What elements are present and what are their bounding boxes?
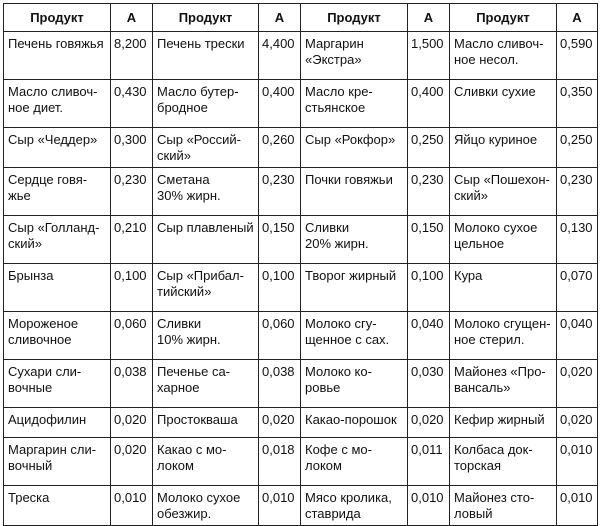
product-cell [301,312,408,360]
table-row [4,80,598,128]
product-cell [450,360,557,408]
vitamin-a-value: 0,018 [259,438,301,486]
header-value: A [259,4,301,32]
vitamin-a-value: 0,100 [408,264,450,312]
product-name-line: ский» [8,236,42,251]
product-name-line: Сливки [157,316,202,331]
product-name-line: Какао с мо- [157,442,227,457]
vitamin-a-value: 0,230 [111,168,153,216]
product-cell [4,408,111,438]
product-name-line: жье [8,188,31,203]
product-name-line: вочный [8,458,53,473]
vitamin-a-table-container [3,3,597,526]
vitamin-a-value: 0,011 [408,438,450,486]
vitamin-a-value: 0,030 [408,360,450,408]
product-name-line: Ацидофилин [8,412,87,427]
product-name-line: Печень говяжья [8,36,104,51]
product-name-line: локом [157,458,194,473]
product-cell [153,216,259,264]
vitamin-a-value: 0,590 [557,32,598,80]
product-name-line: «Экстра» [305,52,362,67]
product-cell [450,486,557,526]
product-name-line: стьянское [305,100,366,115]
product-name-line: бродное [157,100,208,115]
vitamin-a-value: 0,020 [111,408,153,438]
vitamin-a-value: 0,150 [259,216,301,264]
table-row [4,32,598,80]
table-row [4,486,598,526]
product-name-line: Сыр «Голланд- [8,220,100,235]
header-value: A [408,4,450,32]
product-cell [450,80,557,128]
product-cell [301,32,408,80]
product-cell [450,216,557,264]
product-cell [4,312,111,360]
vitamin-a-value: 0,400 [259,80,301,128]
product-cell [153,32,259,80]
product-cell [301,168,408,216]
vitamin-a-value: 1,500 [408,32,450,80]
product-name-line: ное стерил. [454,332,525,347]
product-name-line: цельное [454,236,505,251]
product-name-line: Кура [454,268,483,283]
product-cell [450,438,557,486]
product-name-line: Сыр «Россий- [157,132,241,147]
product-name-line: Масло бутер- [157,84,239,99]
table-body [4,32,598,526]
product-cell [4,80,111,128]
product-name-line: Молоко сгущен- [454,316,551,331]
vitamin-a-value: 4,400 [259,32,301,80]
vitamin-a-value: 0,300 [111,128,153,168]
product-cell [153,312,259,360]
vitamin-a-value: 0,100 [259,264,301,312]
vitamin-a-value: 0,150 [408,216,450,264]
product-name-line: Сыр «Рокфор» [305,132,396,147]
product-name-line: Молоко ко- [305,364,372,379]
product-name-line: Сыр плавленый [157,220,254,235]
vitamin-a-value: 0,020 [408,408,450,438]
product-name-line: локом [305,458,342,473]
product-cell [450,312,557,360]
product-name-line: обезжир. [157,506,212,521]
product-name-line: Мороженое [8,316,79,331]
vitamin-a-value: 0,350 [557,80,598,128]
product-cell [153,486,259,526]
product-cell [4,360,111,408]
table-row [4,438,598,486]
product-cell [450,408,557,438]
product-name-line: ский» [157,148,191,163]
product-name-line: Печенье са- [157,364,230,379]
product-cell [301,486,408,526]
vitamin-a-value: 0,400 [408,80,450,128]
product-cell [450,32,557,80]
product-name-line: Почки говяжьи [305,172,393,187]
vitamin-a-value: 0,230 [408,168,450,216]
vitamin-a-value: 0,260 [259,128,301,168]
vitamin-a-value: 0,010 [408,486,450,526]
product-name-line: ский» [454,188,488,203]
product-cell [4,264,111,312]
product-name-line: Сыр «Пошехон- [454,172,550,187]
product-cell [153,80,259,128]
vitamin-a-value: 0,038 [259,360,301,408]
product-name-line: ное несол. [454,52,519,67]
product-cell [153,408,259,438]
vitamin-a-value: 0,010 [557,438,598,486]
vitamin-a-value: 0,040 [557,312,598,360]
product-cell [450,128,557,168]
product-cell [4,438,111,486]
vitamin-a-table [3,3,598,526]
product-cell [153,438,259,486]
vitamin-a-value: 0,020 [259,408,301,438]
product-name-line: Майонез «Про- [454,364,546,379]
vitamin-a-value: 0,210 [111,216,153,264]
vitamin-a-value: 0,230 [557,168,598,216]
product-name-line: Сухари сли- [8,364,82,379]
product-name-line: торская [454,458,502,473]
table-row [4,128,598,168]
vitamin-a-value: 0,060 [111,312,153,360]
vitamin-a-value: 0,250 [557,128,598,168]
product-name-line: харное [157,380,200,395]
product-cell [301,216,408,264]
table-row [4,360,598,408]
product-name-line: ставрида [305,506,361,521]
product-cell [301,128,408,168]
vitamin-a-value: 0,070 [557,264,598,312]
vitamin-a-value: 8,200 [111,32,153,80]
table-row [4,168,598,216]
vitamin-a-value: 0,010 [259,486,301,526]
product-cell [4,128,111,168]
vitamin-a-value: 0,430 [111,80,153,128]
product-cell [153,264,259,312]
product-cell [153,128,259,168]
product-name-line: 20% жирн. [305,236,369,251]
product-name-line: вочные [8,380,53,395]
product-name-line: Какао-порошок [305,412,397,427]
product-name-line: Масло сливоч- [8,84,98,99]
vitamin-a-value: 0,020 [557,360,598,408]
table-row [4,216,598,264]
product-name-line: Молоко сухое [454,220,538,235]
product-cell [4,168,111,216]
vitamin-a-value: 0,130 [557,216,598,264]
product-name-line: Сердце говя- [8,172,88,187]
header-value: A [111,4,153,32]
vitamin-a-value: 0,020 [111,438,153,486]
product-name-line: щенное с сах. [305,332,390,347]
vitamin-a-value: 0,060 [259,312,301,360]
product-name-line: Молоко сгу- [305,316,377,331]
header-product: Продукт [153,4,259,32]
vitamin-a-value: 0,040 [408,312,450,360]
product-name-line: Мясо кролика, [305,490,392,505]
vitamin-a-value: 0,038 [111,360,153,408]
vitamin-a-value: 0,020 [557,408,598,438]
product-cell [4,486,111,526]
product-name-line: Яйцо куриное [454,132,538,147]
product-cell [301,438,408,486]
product-cell [4,216,111,264]
product-name-line: Сливки сухие [454,84,536,99]
product-name-line: Сливки [305,220,350,235]
header-row [4,4,598,32]
product-name-line: Сыр «Чеддер» [8,132,98,147]
product-name-line: 30% жирн. [157,188,221,203]
product-name-line: Кефир жирный [454,412,545,427]
product-name-line: Печень трески [157,36,245,51]
product-name-line: ное диет. [8,100,64,115]
header-product: Продукт [301,4,408,32]
vitamin-a-value: 0,010 [111,486,153,526]
product-name-line: вансаль» [454,380,511,395]
product-cell [4,32,111,80]
product-name-line: Масло сливоч- [454,36,544,51]
product-cell [301,408,408,438]
vitamin-a-value: 0,100 [111,264,153,312]
product-name-line: Сметана [157,172,210,187]
product-name-line: 10% жирн. [157,332,221,347]
product-name-line: Брынза [8,268,54,283]
header-product: Продукт [450,4,557,32]
header-value: A [557,4,598,32]
table-row [4,264,598,312]
product-name-line: Треска [8,490,50,505]
vitamin-a-value: 0,010 [557,486,598,526]
product-name-line: Молоко сухое [157,490,241,505]
product-name-line: Маргарин [305,36,364,51]
product-name-line: Простокваша [157,412,238,427]
product-name-line: Майонез сто- [454,490,535,505]
product-cell [301,80,408,128]
product-cell [301,360,408,408]
product-name-line: Кофе с мо- [305,442,372,457]
product-name-line: Сыр «Прибал- [157,268,244,283]
vitamin-a-value: 0,250 [408,128,450,168]
product-cell [450,264,557,312]
table-row [4,312,598,360]
product-name-line: тийский» [157,284,212,299]
header-product: Продукт [4,4,111,32]
product-name-line: ловый [454,506,493,521]
table-row [4,408,598,438]
product-name-line: ровье [305,380,341,395]
product-name-line: Творог жирный [305,268,397,283]
vitamin-a-value: 0,230 [259,168,301,216]
product-name-line: Колбаса док- [454,442,533,457]
product-cell [153,360,259,408]
product-cell [153,168,259,216]
product-cell [301,264,408,312]
product-name-line: Масло кре- [305,84,373,99]
product-cell [450,168,557,216]
product-name-line: Маргарин сли- [8,442,97,457]
product-name-line: сливочное [8,332,72,347]
